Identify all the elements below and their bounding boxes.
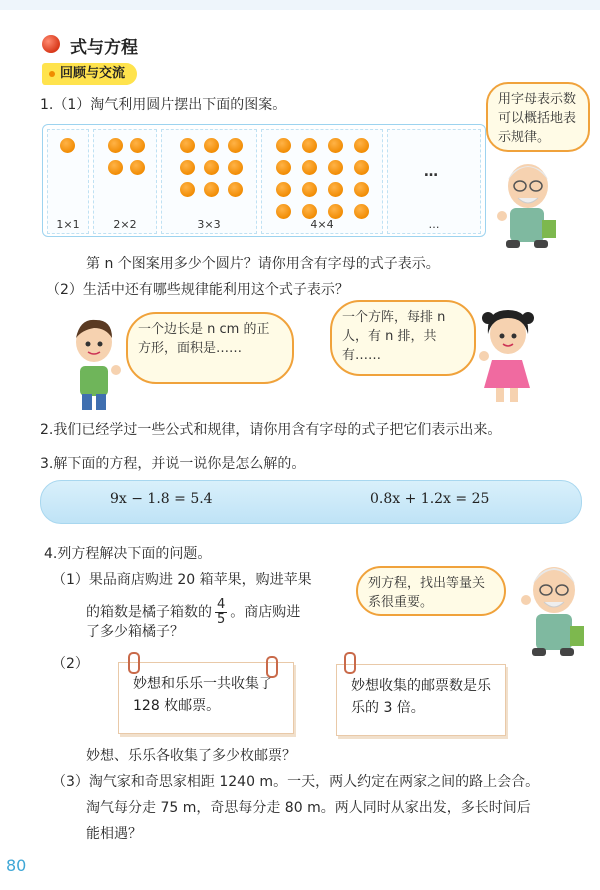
- tile-label: 2×2: [113, 218, 137, 231]
- tile-label: 1×1: [56, 218, 80, 231]
- q4-p1-line1: （1）果品商店购进 20 箱苹果，购进苹果: [52, 572, 312, 588]
- q4-p3-line3: 能相遇？: [86, 826, 142, 842]
- tile-2x2: [93, 129, 157, 234]
- circle-chip: [130, 138, 145, 153]
- circle-chip: [354, 160, 369, 175]
- note-stamps-ratio: 妙想收集的邮票数是乐乐的 3 倍。: [336, 664, 506, 736]
- q1-question: 第 n 个图案用多少个圆片？请你用含有字母的式子表示。: [86, 256, 440, 272]
- circle-chip: [180, 160, 195, 175]
- circle-pattern-tiles: [42, 124, 486, 237]
- circle-chip: [228, 138, 243, 153]
- tile-4x4: [261, 129, 383, 234]
- circle-chip: [180, 182, 195, 197]
- circle-chip: [354, 182, 369, 197]
- circle-chip: [302, 182, 317, 197]
- circle-chip: [354, 138, 369, 153]
- q1-part1: 1.（1）淘气利用圆片摆出下面的图案。: [40, 97, 287, 113]
- circle-chip: [276, 138, 291, 153]
- teacher-character: [496, 158, 562, 250]
- circle-chip: [328, 138, 343, 153]
- circle-chip: [130, 160, 145, 175]
- equation-2: 0.8x + 1.2x = 25: [370, 491, 490, 507]
- q4-p1-line3: 了多少箱橘子？: [86, 624, 184, 640]
- circle-chip: [302, 138, 317, 153]
- teacher-character: [520, 560, 592, 660]
- q4-p3-line2: 淘气每分走 75 m，奇思每分走 80 m。两人同时从家出发，多长时间后: [86, 800, 531, 816]
- fraction-four-fifths: [215, 598, 227, 627]
- ellipsis: …: [424, 164, 438, 180]
- circle-chip: [302, 160, 317, 175]
- circle-chip: [228, 160, 243, 175]
- circle-chip: [276, 182, 291, 197]
- tile-more: [387, 129, 481, 234]
- circle-chip: [302, 204, 317, 219]
- apple-icon: [42, 35, 60, 53]
- circle-chip: [354, 204, 369, 219]
- boy-character: [66, 316, 124, 412]
- circle-chip: [228, 182, 243, 197]
- q3-text: 3.解下面的方程，并说一说你是怎么解的。: [40, 456, 306, 472]
- q4-p1-line2-end: 。商店购进: [230, 604, 301, 621]
- note-total-stamps: 妙想和乐乐一共收集了 128 枚邮票。: [118, 662, 294, 734]
- circle-chip: [60, 138, 75, 153]
- q4-p1-line2-start: 的箱数是橘子箱数的: [86, 604, 212, 621]
- circle-chip: [108, 160, 123, 175]
- circle-chip: [204, 138, 219, 153]
- tile-label: 4×4: [310, 218, 334, 231]
- q2-text: 2.我们已经学过一些公式和规律，请你用含有字母的式子把它们表示出来。: [40, 422, 502, 438]
- circle-chip: [328, 160, 343, 175]
- circle-chip: [204, 160, 219, 175]
- circle-chip: [328, 182, 343, 197]
- page-top-band: [0, 0, 600, 10]
- q4-p3-line1: （3）淘气家和奇思家相距 1240 m。一天，两人约定在两家之间的路上会合。: [52, 774, 540, 790]
- circle-chip: [276, 204, 291, 219]
- girl-character: [478, 304, 540, 404]
- q4-text: 4.列方程解决下面的问题。: [44, 546, 212, 562]
- tip-bubble-rule: 用字母表示数可以概括地表示规律。: [486, 82, 590, 152]
- q4-p2-question: 妙想、乐乐各收集了多少枚邮票？: [86, 748, 296, 764]
- q4-p2-label: （2）: [52, 656, 89, 672]
- tile-label: 3×3: [197, 218, 221, 231]
- tile-label: …: [428, 218, 440, 231]
- paper-clip-icon: [128, 652, 140, 674]
- circle-chip: [108, 138, 123, 153]
- section-title: 式与方程: [70, 38, 138, 58]
- tip-bubble-equation: 列方程，找出等量关系很重要。: [356, 566, 506, 616]
- circle-chip: [180, 138, 195, 153]
- paper-clip-icon: [266, 656, 278, 678]
- fraction-denominator: 5: [217, 612, 226, 627]
- circle-chip: [204, 182, 219, 197]
- circle-chip: [328, 204, 343, 219]
- fraction-numerator: 4: [217, 597, 226, 612]
- tile-3x3: [161, 129, 257, 234]
- tile-1x1: [47, 129, 89, 234]
- circle-chip: [276, 160, 291, 175]
- q1-part2: （2）生活中还有哪些规律能利用这个式子表示？: [46, 282, 349, 298]
- page-number: 80: [6, 856, 27, 875]
- tip-bubble-square: 一个边长是 n cm 的正方形，面积是……: [126, 312, 294, 384]
- tip-bubble-array: 一个方阵，每排 n 人，有 n 排，共有……: [330, 300, 476, 376]
- review-tag: 回顾与交流: [42, 63, 137, 85]
- paper-clip-icon: [344, 652, 356, 674]
- equation-1: 9x − 1.8 = 5.4: [110, 491, 213, 507]
